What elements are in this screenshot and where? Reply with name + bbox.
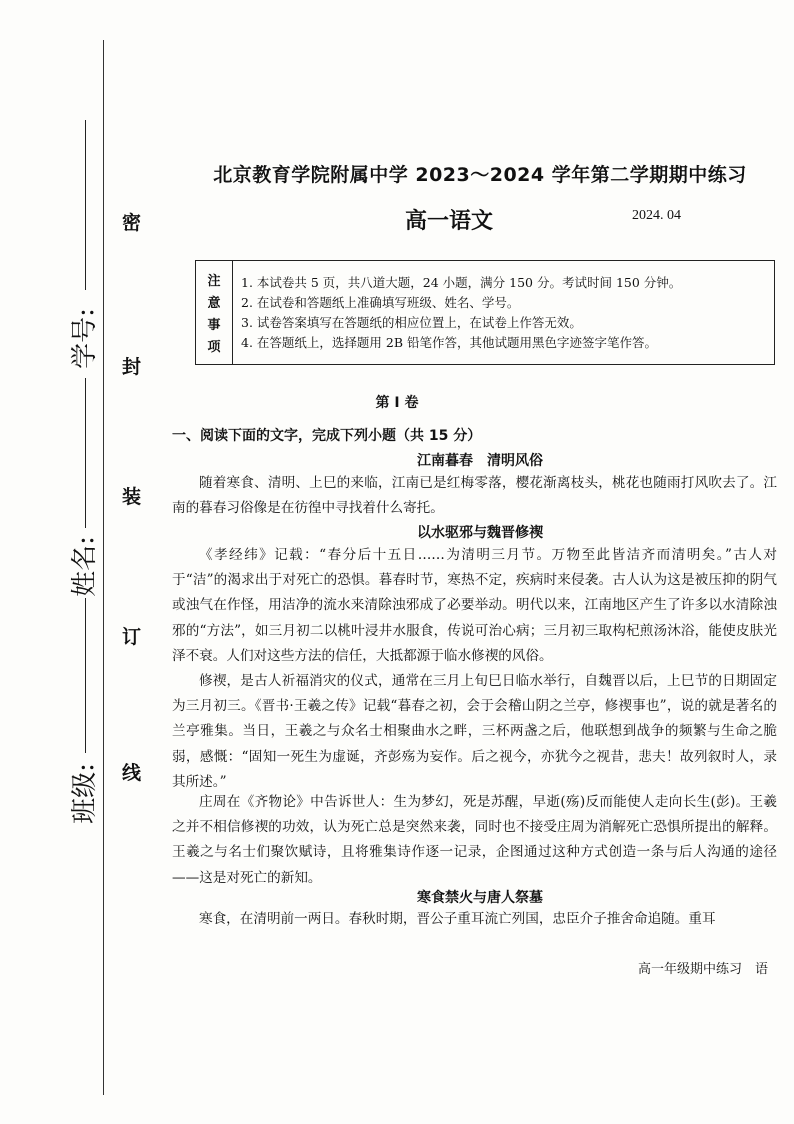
notice-label: [196, 261, 233, 364]
notice-label-char: 意: [207, 296, 221, 311]
article-subheading: 寒食禁火与唐人祭墓: [417, 890, 543, 906]
seal-char-zhuang: 装: [122, 486, 142, 508]
paragraph-intro: 随着寒食、清明、上巳的来临，江南已是红梅零落，樱花渐离枝头，桃花也随雨打风吹去了。江南的暮春习俗像是在彷徨中寻找着什么寄托。: [172, 475, 777, 517]
notice-label-char: 事: [207, 318, 221, 333]
paragraph: 修禊，是古人祈福消灾的仪式，通常在三月上旬巳日临水举行，自魏晋以后，上巳节的日期固定为三月初三。《晋书·王羲之传》记载“暮春之初，会于会稽山阴之兰亭，修禊事也”，说的就是著名的兰亭雅集。当日，王羲之与众名士相聚曲水之畔，三杯两盏之后，他联想到战争的频繁与生命之脆弱，感慨：“固知一死生为虚诞，齐彭殇为妄作。后之视今，亦犹今之视昔，悲夫！故列叙时人，录其所述。”: [172, 673, 777, 790]
class-label: 班级:: [69, 763, 100, 824]
page-footer: 高一年级期中练习 语: [638, 962, 769, 977]
seal-char-xian: 线: [122, 762, 142, 784]
notice-item: 3. 试卷答案填写在答题纸的相应位置上，在试卷上作答无效。: [241, 315, 582, 330]
notice-item: 4. 在答题纸上，选择题用 2B 铅笔作答，其他试题用黑色字迹签字笔作答。: [241, 335, 657, 350]
paragraph: 庄周在《齐物论》中告诉世人：生为梦幻，死是苏醒，早逝(殇)反而能使人走向长生(彭)。王羲之并不相信修禊的功效，认为死亡总是突然来袭，同时也不接受庄周为消解死亡恐惧所提出的解释。王羲之与名士们聚饮赋诗，且将雅集诗作逐一记录，企图通过这种方式创造一条与后人沟通的途径——这是对死亡的新知。: [172, 794, 777, 886]
article-title: 江南暮春 清明风俗: [417, 453, 543, 469]
paragraph: 《孝经纬》记载：“春分后十五日……为清明三月节。万物至此皆洁齐而清明矣。”古人对于“洁”的渴求出于对死亡的恐惧。暮春时节，寒热不定，疾病时来侵袭。古人认为这是被压抑的阴气或浊气在作怪，用洁净的流水来清除浊邪成了必要举动。明代以来，江南地区产生了许多以水清除浊邪的“方法”，如三月初二以桃叶浸井水服食，传说可治心病；三月初三取构杞煎汤沐浴，能使皮肤光泽不衰。人们对这些方法的信任，大抵都源于临水修禊的风俗。: [172, 547, 777, 664]
seal-char-ding: 订: [122, 626, 142, 648]
exam-date: 2024. 04: [632, 208, 681, 223]
notice-items: [233, 261, 691, 364]
seal-char-feng: 封: [122, 356, 142, 378]
notice-label-char: 注: [207, 274, 221, 289]
name-label: 姓名:: [69, 536, 100, 597]
exam-title: 北京教育学院附属中学 2023～2024 学年第二学期期中练习: [213, 164, 747, 186]
subject-title: 高一语文: [405, 209, 494, 234]
seal-char-mi: 密: [122, 212, 142, 234]
notice-item: 1. 本试卷共 5 页，共八道大题，24 小题，满分 150 分。考试时间 150 分钟。: [241, 275, 682, 290]
binding-line: [103, 40, 104, 1095]
article-subheading: 以水驱邪与魏晋修禊: [417, 525, 543, 541]
class-line[interactable]: [85, 598, 86, 753]
notice-label-char: 项: [207, 340, 221, 355]
student-id-line[interactable]: [85, 120, 86, 290]
paragraph: 寒食，在清明前一两日。春秋时期，晋公子重耳流亡列国，忠臣介子推舍命追随。重耳: [199, 911, 716, 927]
notice-item: 2. 在试卷和答题纸上准确填写班级、姓名、学号。: [241, 295, 520, 310]
notice-box: [195, 260, 775, 365]
section-heading: 一、阅读下面的文字，完成下列小题（共 15 分）: [172, 428, 482, 444]
student-id-label: 学号:: [69, 308, 100, 369]
volume-heading: 第 I 卷: [375, 395, 419, 411]
